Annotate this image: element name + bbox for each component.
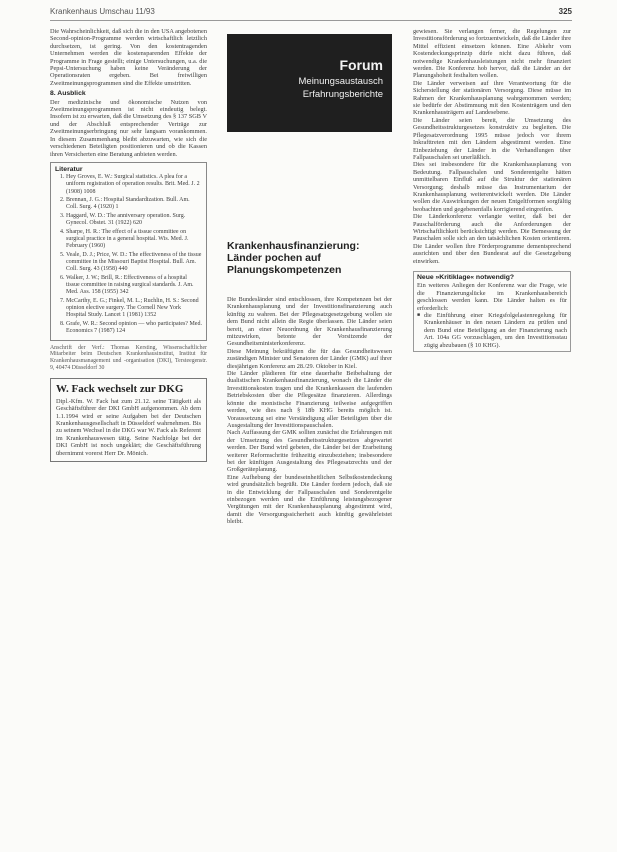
news-text: Dipl.-Kfm. W. Fack hat zum 21.12. seine Tätigkeit als Geschäftsführer der DKI GmbH aufgenommen. Ab dem 1.1.1994 wird er seine Aufgaben bei der Deutschen Krankenhausgesellschaft in Düsseldorf wahrnehmen. Bis zu seinem Wechsel in die DKG war W. Fack als Referent im Krankenhauswesen tätig. Seine Nachfolge bei der DKI GmbH ist noch ungeklärt; die Geschäftsführung übernimmt vorerst Herr Dr. Mönich. — [56, 397, 201, 457]
article-paragraph: Nach Auffassung der GMK sollten zunächst die Erfahrungen mit der Umsetzung des Gesundheitsstrukturgesetzes abgewartet werden. Der Bund wird gebeten, die Länder bei der Erarbeitung weiterer Reformschritte frühzeitig einzubeziehen; insbesondere bei der künftigen Ausgestaltung des Pflegesatzrechts und der Großgeräteplanung. — [227, 429, 392, 474]
author-address: Anschrift der Verf.: Thomas Kersting, Wissenschaftlicher Mitarbeiter beim Deutschen Krankenhausinstitut, Institut für Krankenhausmanagement und -organisation (DKI), Tersteegenstr. 9, 40474 Düsseldorf 30 — [50, 344, 207, 371]
reference-item: 6. Walker, J. W.; Brill, R.: Effectiveness of a hospital tissue committee in raising surgical standards. J. Am. Med. Ass. 158 (1955) 342 — [66, 275, 202, 297]
running-header — [50, 7, 572, 20]
column-right — [413, 28, 571, 352]
reference-item: 5. Veale, D. J.; Price, W. D.: The effectiveness of the tissue committee in the Missouri Baptist Hospital. Bull. Am. Coll. Surg. 43 (1958) 440 — [66, 252, 202, 274]
literature-box — [50, 162, 207, 341]
article-paragraph: Diese Meinung bekräftigten die für das Gesundheitswesen zuständigen Minister und Senatoren der Länder (GMK) auf ihrer diesjährigen Konferenz am 28./29. Oktober in Kiel. — [227, 347, 392, 370]
sidebar-box — [413, 271, 571, 352]
reference-item: 8. Grafe, W. R.: Second opinion — who participates? Med. Economics 7 (1987) 124 — [66, 321, 202, 335]
column-left — [50, 28, 207, 462]
forum-subtitle-2: Erfahrungsberichte — [302, 89, 383, 100]
reference-item: 3. Haggard, W. D.: The anniversary operation. Surg. Gynecol. Obstet. 31 (1922) 620 — [66, 213, 202, 227]
header-rule — [50, 20, 572, 21]
literature-heading: Literatur — [55, 165, 83, 173]
journal-name: Krankenhaus Umschau 11/93 — [50, 7, 155, 16]
article-headline: Krankenhausfinanzierung: Länder pochen auf Planungskompetenzen — [227, 240, 360, 276]
reference-item: 2. Brennan, J. G.: Hospital Standardization. Bull. Am. Coll. Surg. 4 (1920) 1 — [66, 197, 202, 211]
article-paragraph: Die Länder plädieren für eine dauerhafte Beibehaltung der dualistischen Krankenhausfinanzierung, wonach die Länder die Investitionskosten tragen und die Krankenkassen die laufenden Betriebskosten über die Pflegesätze finanzieren. Allerdings könnte die monistische Finanzierung teilweise aufgegriffen werden, wie dies nach § 18b KHG bereits möglich ist. Voraussetzung sei eine Verständigung aller Beteiligten über die Ausgestaltung der Investitionspauschalen. — [227, 370, 392, 429]
article-paragraph: Die Bundesländer sind entschlossen, ihre Kompetenzen bei der Krankenhausplanung und der Investitionsfinanzierung auch künftig zu wahren. Bei der Pflegesatzgesetzgebung wollen sie dem Bund nicht allein die Regie überlassen. Die Länder seien bereit, an einer Neuordnung der Krankenhausfinanzierung mitzuwirken, betonte der Vorsitzende der Gesundheitsministerkonferenz. — [227, 296, 392, 348]
article-paragraph: gewiesen. Sie verlangen ferner, die Regelungen zur Investitionsförderung so fortzuentwickeln, daß die Länder ihre Mittel effizient einsetzen können. Eine Abkehr vom Kostendeckungsprinzip dürfe nicht dazu führen, daß notwendige Krankenhausleistungen nicht mehr finanziert werden. Die Konferenz hob hervor, daß die Länder an der Planungshoheit festhalten wollen. — [413, 28, 571, 80]
reference-list — [55, 174, 202, 335]
reference-item: 7. McCarthy, E. G.; Finkel, M. L.; Ruchlin, H. S.: Second opinion elective surgery. The Cornell New York Hospital Study. Lancet 1 (1981) 1352 — [66, 298, 202, 320]
section-heading: 8. Ausblick — [50, 90, 86, 98]
article-paragraph: Eine Aufhebung der bundeseinheitlichen Selbstkostendeckung wird grundsätzlich begrüßt. Die Länder fordern jedoch, daß sie in die Entwicklung der Fallpauschalen und Sonderentgelte einbezogen werden und die Einführung leistungsbezogener Vergütungen mit der Krankenhausplanung abgestimmt wird, damit die Versorgungssicherheit auch künftig gewährleistet bleibt. — [227, 473, 392, 526]
reference-item: 4. Sharpe, H. R.: The effect of a tissue committee on surgical practice in a general hospital. Wis. Med. J. February (1960) — [66, 229, 202, 251]
sidebar-box-bullet: ■ die Einführung einer Kriegsfolgelastenregelung für Krankenhäuser in den neuen Ländern zu prüfen und dem Bund eine Beteiligung an der Finanzierung nach Art. 104a GG vorzuschlagen, um den Investitionsstau zügig abzubauen (§ 10 KHG). — [417, 312, 567, 349]
article-paragraph: Die Länderkonferenz verlangte weiter, daß bei der Pauschalförderung auch die Anforderungen der Wirtschaftlichkeit berücksichtigt werden. Die Bemessung der Pauschalen solle sich an den tatsächlichen Kosten orientieren. Die Länder wollen ihre Förderprogramme dementsprechend ausrichten und über den Bundesrat auf die Gesetzgebung einwirken. — [413, 213, 571, 265]
reference-item: 1. Hey Groves, E. W.: Surgical statistics. A plea for a uniform registration of operation results. Brit. Med. J. 2 (1908) 1008 — [66, 174, 202, 196]
sidebar-box-heading: Neue »Kritiklage« notwendig? — [417, 274, 515, 281]
forum-title: Forum — [339, 57, 383, 73]
article-paragraph: Die Länder verweisen auf ihre Verantwortung für die Sicherstellung der stationären Versorgung. Diese müsse im Rahmen der Krankenhausplanung wahrgenommen werden; sie bedürfe der Abstimmung mit den Kostenträgern und den Krankenhausträgern auf Landesebene. — [413, 79, 571, 117]
column-middle — [227, 296, 392, 526]
intro-paragraph: Die Wahrscheinlichkeit, daß sich die in den USA angebotenen Second-opinion-Programme werden wirtschaftlich letztlich durchsetzen, ist gering. Von den kostentragenden Unternehmen werden die kostensparenden Effekte der Programme in Frage gestellt; einige Untersuchungen, u.a. die Pepsi-Untersuchung haben keine Veränderung der Operationsraten ergeben. Bei freiwilligen Zweitmeinungsprogrammen sind die Effekte umstritten. — [50, 28, 207, 87]
forum-subtitle-1: Meinungsaustausch — [298, 76, 383, 87]
page-number: 325 — [558, 7, 572, 16]
article-paragraph: Die Länder seien bereit, die Umsetzung des Gesundheitsstrukturgesetzes konstruktiv zu begleiten. Die Pflegesatzverordnung 1995 müsse jedoch vor ihrem Inkrafttreten mit den Ländern abgestimmt werden. Eine Einbeziehung der Länder in die Verhandlungen über Fallpauschalen sei unerläßlich. — [413, 116, 571, 161]
article-paragraph: Dies sei insbesondere für die Krankenhausplanung von Bedeutung. Fallpauschalen und Sonderentgelte hätten unmittelbaren Einfluß auf die Struktur der stationären Versorgung; deshalb müsse das Instrumentarium der Krankenhausplanung weiterentwickelt werden. Die Länder wollen die Auswirkungen der neuen Entgeltformen sorgfältig beobachten und gegebenenfalls korrigierend eingreifen. — [413, 161, 571, 213]
section-paragraph: Der medizinische und ökonomische Nutzen von Zweitmeinungsprogrammen ist nicht eindeutig belegt. Insofern ist zu erwarten, daß die Umsetzung des § 137 SGB V und der Abschluß entsprechender Verträge zur Zweitmeinungserbringung nur sehr langsam vorankommen. In diesem Zusammenhang bleibt abzuwarten, wie sich die verschiedenen Beteiligten positionieren und ob die Kassen ihren Versicherten eine Beratung anbieten werden. — [50, 98, 207, 158]
news-title: W. Fack wechselt zur DKG — [56, 382, 184, 395]
news-box — [50, 378, 207, 462]
forum-banner — [227, 34, 392, 132]
sidebar-box-text: Ein weiteres Anliegen der Konferenz war die Frage, wie die Finanzierungslücke im Krankenhausbereich geschlossen werden kann. Die Länder halten es für erforderlich: — [417, 282, 567, 312]
